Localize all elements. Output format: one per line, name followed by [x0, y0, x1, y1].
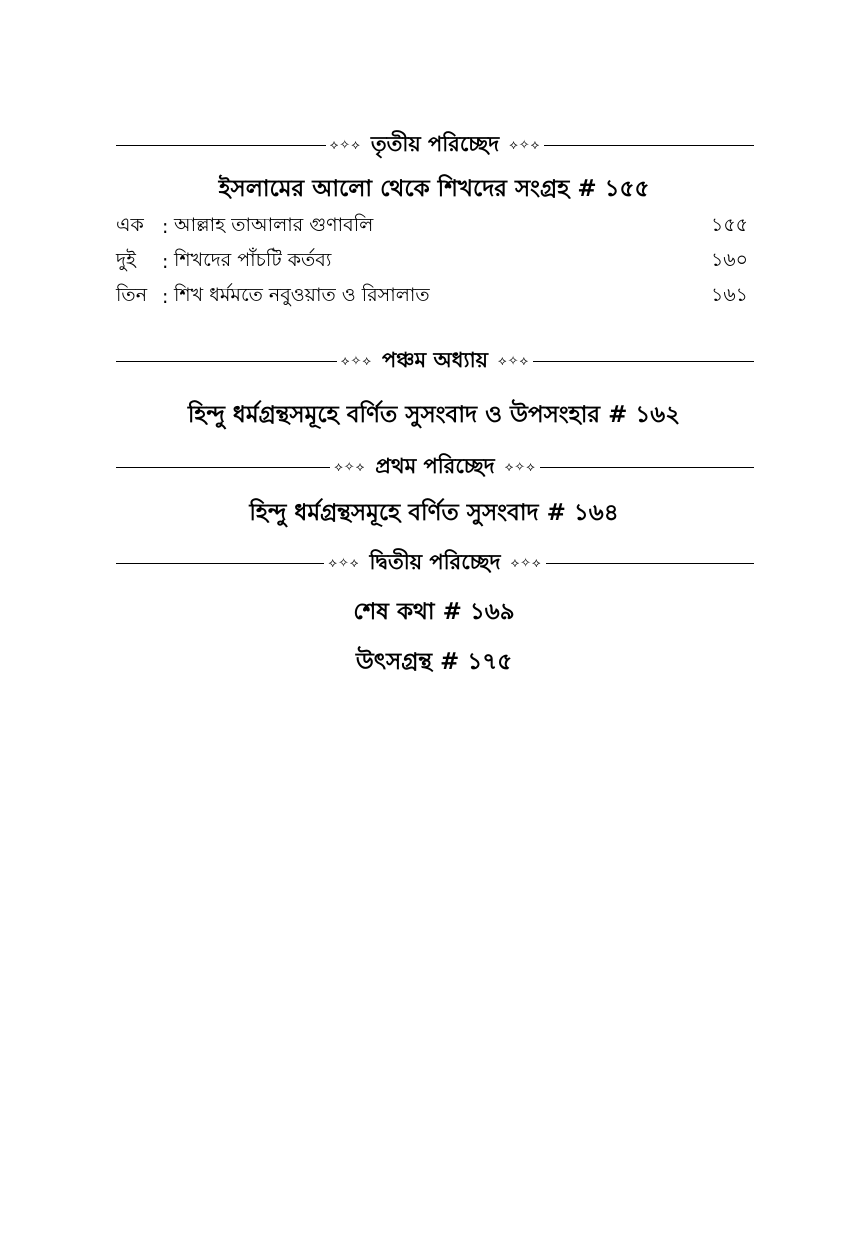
ornament-left-icon: ⟡✧⟡	[340, 353, 372, 369]
ornament-right-icon: ⟡✧⟡	[504, 459, 536, 475]
item-title: শিখ ধর্মমতে নবুওয়াত ও রিসালাত	[174, 284, 430, 306]
divider-title: প্রথম পরিচ্ছেদ	[375, 453, 495, 478]
divider-title: তৃতীয় পরিচ্ছেদ	[370, 131, 500, 156]
divider-title: দ্বিতীয় পরিচ্ছেদ	[369, 549, 501, 574]
item-separator: :	[162, 286, 169, 308]
divider-line-left	[116, 563, 324, 564]
ornament-left-icon: ⟡✧⟡	[334, 459, 366, 475]
section-heading: শেষ কথা # ১৬৯	[353, 599, 515, 625]
bibliography-heading: উৎসগ্রন্থ # ১৭৫	[355, 649, 513, 675]
toc-item[interactable]	[116, 247, 748, 277]
item-number: তিন	[116, 284, 148, 306]
item-page: ১৬১	[710, 284, 748, 306]
divider-line-right	[544, 145, 754, 146]
toc-item[interactable]	[116, 282, 748, 312]
toc-item[interactable]	[116, 212, 748, 242]
section-heading: ইসলামের আলো থেকে শিখদের সংগ্রহ # ১৫৫	[218, 176, 650, 202]
section-divider-third	[116, 130, 754, 160]
section-divider-second	[116, 548, 754, 578]
section-heading: হিন্দু ধর্মগ্রন্থসমূহে বর্ণিত সুসংবাদ # ১৬৪	[249, 500, 619, 526]
ornament-left-icon: ⟡✧⟡	[328, 555, 360, 571]
divider-line-right	[546, 563, 754, 564]
chapter-divider-fifth	[116, 346, 754, 376]
chapter-heading: হিন্দু ধর্মগ্রন্থসমূহে বর্ণিত সুসংবাদ ও উপসংহার # ১৬২	[187, 402, 681, 428]
item-separator: :	[162, 216, 169, 238]
ornament-right-icon: ⟡✧⟡	[510, 555, 542, 571]
section-divider-first	[116, 452, 754, 482]
divider-title: পঞ্চম অধ্যায়	[381, 347, 489, 372]
ornament-right-icon: ⟡✧⟡	[509, 137, 541, 153]
item-number: দুই	[116, 249, 136, 271]
divider-line-left	[116, 361, 337, 362]
item-title: শিখদের পাঁচটি কর্তব্য	[174, 249, 332, 271]
item-page: ১৬০	[710, 249, 748, 271]
ornament-right-icon: ⟡✧⟡	[498, 353, 530, 369]
item-page: ১৫৫	[711, 214, 748, 236]
item-number: এক	[116, 214, 144, 236]
divider-line-left	[116, 145, 326, 146]
item-title: আল্লাহ তাআলার গুণাবলি	[174, 214, 374, 236]
ornament-left-icon: ⟡✧⟡	[329, 137, 361, 153]
divider-line-left	[116, 467, 330, 468]
divider-line-right	[540, 467, 754, 468]
divider-line-right	[533, 361, 754, 362]
item-separator: :	[162, 251, 169, 273]
